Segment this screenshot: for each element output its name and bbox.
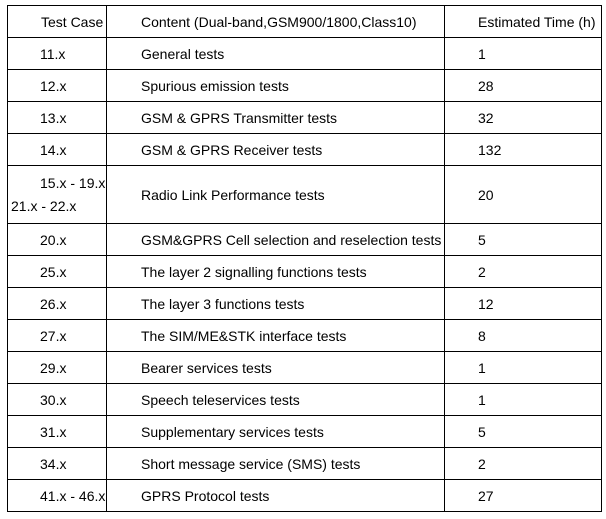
table-row xyxy=(8,134,602,166)
time-cell: 2 xyxy=(445,256,602,288)
test-case-cell xyxy=(8,166,107,224)
time-cell: 1 xyxy=(445,384,602,416)
test-case-cell: 13.x xyxy=(8,102,107,134)
table-row xyxy=(8,70,602,102)
test-case-cell: 25.x xyxy=(8,256,107,288)
table-row xyxy=(8,288,602,320)
time-cell: 132 xyxy=(445,134,602,166)
test-case-cell: 34.x xyxy=(8,448,107,480)
table-row xyxy=(8,480,602,512)
table-row xyxy=(8,256,602,288)
time-cell: 12 xyxy=(445,288,602,320)
content-cell: The layer 3 functions tests xyxy=(107,288,445,320)
test-case-cell: 14.x xyxy=(8,134,107,166)
header-test-case: Test Case xyxy=(8,6,107,38)
content-cell: General tests xyxy=(107,38,445,70)
content-cell: GPRS Protocol tests xyxy=(107,480,445,512)
time-cell: 32 xyxy=(445,102,602,134)
content-cell: Bearer services tests xyxy=(107,352,445,384)
content-cell: Supplementary services tests xyxy=(107,416,445,448)
test-case-cell: 20.x xyxy=(8,224,107,256)
content-cell: The layer 2 signalling functions tests xyxy=(107,256,445,288)
table-row xyxy=(8,320,602,352)
table-row xyxy=(8,224,602,256)
header-estimated-time: Estimated Time (h) xyxy=(445,6,602,38)
table-header-row xyxy=(8,6,602,38)
table-row xyxy=(8,102,602,134)
table-row xyxy=(8,448,602,480)
test-case-line: 15.x - 19.x xyxy=(40,174,106,191)
test-case-cell: 12.x xyxy=(8,70,107,102)
header-content: Content (Dual-band,GSM900/1800,Class10) xyxy=(107,6,445,38)
test-case-cell: 11.x xyxy=(8,38,107,70)
table-row xyxy=(8,384,602,416)
test-case-cell: 41.x - 46.x xyxy=(8,480,107,512)
test-case-cell: 30.x xyxy=(8,384,107,416)
test-case-cell: 31.x xyxy=(8,416,107,448)
time-cell: 5 xyxy=(445,416,602,448)
time-cell: 5 xyxy=(445,224,602,256)
table-row xyxy=(8,352,602,384)
test-case-table xyxy=(7,5,602,512)
time-cell: 2 xyxy=(445,448,602,480)
table-row xyxy=(8,416,602,448)
test-case-cell: 29.x xyxy=(8,352,107,384)
time-cell: 20 xyxy=(445,166,602,224)
time-cell: 1 xyxy=(445,352,602,384)
content-cell: Radio Link Performance tests xyxy=(107,166,445,224)
time-cell: 27 xyxy=(445,480,602,512)
content-cell: The SIM/ME&STK interface tests xyxy=(107,320,445,352)
time-cell: 1 xyxy=(445,38,602,70)
content-cell: Spurious emission tests xyxy=(107,70,445,102)
time-cell: 28 xyxy=(445,70,602,102)
test-case-cell: 27.x xyxy=(8,320,107,352)
table-row xyxy=(8,166,602,224)
table-row xyxy=(8,38,602,70)
content-cell: Speech teleservices tests xyxy=(107,384,445,416)
content-cell: GSM & GPRS Receiver tests xyxy=(107,134,445,166)
content-cell: GSM & GPRS Transmitter tests xyxy=(107,102,445,134)
content-cell: GSM&GPRS Cell selection and reselection tests xyxy=(107,224,445,256)
time-cell: 8 xyxy=(445,320,602,352)
content-cell: Short message service (SMS) tests xyxy=(107,448,445,480)
test-case-cell: 26.x xyxy=(8,288,107,320)
test-case-line: 21.x - 22.x xyxy=(11,197,77,214)
